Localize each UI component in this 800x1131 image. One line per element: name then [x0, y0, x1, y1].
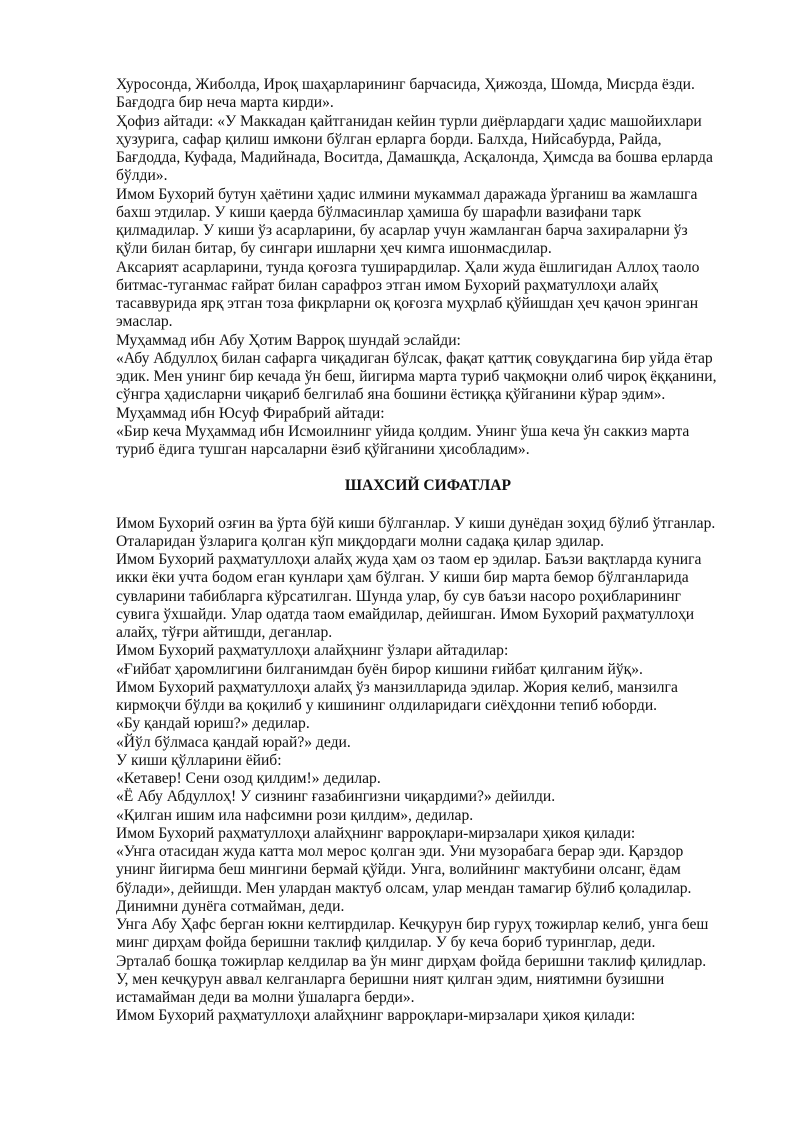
text-line: «Ё Абу Абдуллоҳ! У сизнинг ғазабингизни чиқардими?» дейилди. — [116, 788, 556, 806]
paragraph — [116, 770, 740, 788]
text-line: тасаввурида ярқ этган тоза фикрларни оқ қоғозга муҳрлаб қўйишдан ҳеч қачон эринган — [116, 295, 699, 312]
text-line: Бағдодга бир неча марта кирди». — [116, 94, 334, 112]
text-line: «Йўл бўлмаса қандай юрай?» деди. — [116, 733, 351, 751]
text-line: эдик. Мен унинг бир кечада ўн беш, йигирма марта туриб чақмоқни олиб чироқ ёққанини, — [116, 368, 717, 385]
text-line: минг дирҳам фойда беришни таклиф қилдилар. У бу кеча бориб туринглар, деди. — [116, 934, 656, 952]
text-line: битмас-туганмас ғайрат билан сарафроз этган имом Бухорий раҳматуллоҳи алайҳ — [116, 276, 658, 294]
text-line: ҳузурига, сафар қилиш имкони бўлган ерларга борди. Балхда, Нийсабурда, Райда, — [116, 130, 662, 148]
text-line: «Унга отасидан жуда катта мол мерос қолган эди. Уни музорабага берар эди. Қарздор — [116, 843, 684, 860]
text-line: Муҳаммад ибн Абу Ҳотим Варроқ шундай эслайди: — [116, 331, 461, 349]
text-line: «Кетавер! Сени озод қилдим!» дедилар. — [116, 770, 381, 787]
text-line: сувларини табибларга кўрсатилган. Шунда улар, бу сув баъзи насоро роҳибларининг — [116, 587, 681, 605]
text-line: Бағдодда, Куфада, Мадийнада, Воситда, Дамашқда, Асқалонда, Ҳимсда ва бошва ерларда — [116, 149, 713, 166]
text-line: Имом Бухорий бутун ҳаётини ҳадис илмини мукаммал даражада ўрганиш ва жамлашга — [116, 185, 698, 203]
text-line: қилмадилар. У киши ўз асарларини, бу асарлар учун жамланган барча захираларни ўз — [116, 222, 688, 239]
paragraph — [116, 332, 740, 350]
text-line: туриб ёдига тушган нарсаларни ёзиб қўйганини ҳисобладим». — [116, 441, 530, 458]
text-line: бўлади», дейишди. Мен улардан мактуб олсам, улар мендан тамагир бўлиб қоладилар. — [116, 879, 692, 897]
paragraph — [116, 807, 740, 825]
text-line: истамайман деди ва молни ўшаларга берди». — [116, 989, 415, 1006]
paragraph — [116, 715, 740, 733]
text-line: Имом Бухорий озғин ва ўрта бўй киши бўлганлар. У киши дунёдан зоҳид бўлиб ўтганлар. — [116, 514, 716, 532]
paragraph — [116, 551, 740, 642]
text-line: Хуросонда, Жиболда, Ироқ шаҳарларининг барчасида, Ҳижозда, Шомда, Мисрда ёзди. — [116, 76, 695, 93]
text-line: «Ғийбат ҳаромлигини билганимдан буён бирор кишини ғийбат қилганим йўқ». — [116, 660, 643, 678]
text-line: «Бу қандай юриш?» дедилар. — [116, 715, 310, 733]
paragraph — [116, 186, 740, 259]
section-hadith-travels — [116, 76, 740, 459]
text-line: кирмоқчи бўлди ва қоқилиб у кишининг олдиларидаги сиёҳдонни тепиб юборди. — [116, 697, 658, 714]
text-line: унинг йигирма беш мингини бермай қўйди. Унга, волийнинг мактубини олсанг, ёдам — [116, 861, 681, 879]
text-line: икки ёки учта бодом еган кунлари ҳам бўлган. У киши бир марта бемор бўлганларида — [116, 569, 689, 587]
section-heading: ШАХСИЙ СИФАТЛАР — [344, 477, 512, 495]
text-line: Оталаридан ўзларига қолган кўп миқдордаги молни садақа қилар эдилар. — [116, 532, 605, 550]
text-line: «Абу Абдуллоҳ билан сафарга чиқадиган бўлсак, фақат қаттиқ совуқдагина бир уйда ётар — [116, 349, 713, 367]
paragraph — [116, 113, 740, 186]
paragraph — [116, 825, 740, 843]
paragraph — [116, 515, 740, 552]
text-line: У киши қўлларини ёйиб: — [116, 751, 282, 769]
text-line: сўнгра ҳадисларни чиқариб белгилаб яна бошини ёстиққа қўйганини кўрар эдим». — [116, 386, 666, 404]
text-line: Аксарият асарларини, тунда қоғозга туширардилар. Ҳали жуда ёшлигидан Аллоҳ таоло — [116, 258, 700, 276]
text-line: Имом Бухорий раҳматуллоҳи алайҳ ўз манзилларида эдилар. Жория келиб, манзилга — [116, 678, 678, 696]
paragraph — [116, 843, 740, 916]
section-personal-qualities — [116, 515, 740, 1026]
text-line: бахш этдилар. У киши қаерда бўлмасинлар ҳамиша бу шарафли вазифани тарк — [116, 203, 642, 221]
paragraph — [116, 259, 740, 332]
paragraph — [116, 1007, 740, 1025]
text-line: Муҳаммад ибн Юсуф Фирабрий айтади: — [116, 404, 385, 422]
text-line: Имом Бухорий раҳматуллоҳи алайҳнинг варроқлари-мирзалари ҳикоя қилади: — [116, 1007, 636, 1025]
text-line: У, мен кечқурун аввал келганларга беришни ният қилган эдим, ниятимни бузишни — [116, 970, 665, 988]
paragraph — [116, 642, 740, 660]
text-line: Унга Абу Ҳафс берган юкни келтирдилар. Кечқурун бир гуруҳ тожирлар келиб, унга беш — [116, 916, 709, 933]
text-line: бўлди». — [116, 167, 168, 185]
text-line: Динимни дунёга сотмайман, деди. — [116, 897, 345, 915]
text-line: Ҳофиз айтади: «У Маккадан қайтганидан кейин турли диёрлардаги ҳадис машойихлари — [116, 112, 702, 130]
text-line: эмаслар. — [116, 313, 173, 331]
text-line: алайҳ, тўғри айтишди, деганлар. — [116, 624, 333, 641]
paragraph — [116, 76, 740, 113]
paragraph — [116, 788, 740, 806]
text-line: қўли билан битар, бу сингари ишларни ҳеч кимга ишонмасдилар. — [116, 240, 552, 258]
text-line: Имом Бухорий раҳматуллоҳи алайҳ жуда ҳам оз таом ер эдилар. Баъзи вақтларда кунига — [116, 551, 702, 568]
paragraph — [116, 350, 740, 405]
text-line: «Бир кеча Муҳаммад ибн Исмоилнинг уйида қолдим. Унинг ўша кеча ўн саккиз марта — [116, 422, 690, 440]
paragraph — [116, 679, 740, 716]
paragraph — [116, 916, 740, 1007]
text-line: сувига ўхшайди. Улар одатда таом емайдилар, дейишган. Имом Бухорий раҳматуллоҳи — [116, 605, 695, 623]
text-line: Имом Бухорий раҳматуллоҳи алайҳнинг ўзлари айтадилар: — [116, 642, 509, 660]
paragraph — [116, 405, 740, 423]
paragraph — [116, 734, 740, 752]
text-line: Эрталаб бошқа тожирлар келдилар ва ўн минг дирҳам фойда беришни таклиф қилидлар. — [116, 952, 707, 970]
text-line: Имом Бухорий раҳматуллоҳи алайҳнинг варроқлари-мирзалари ҳикоя қилади: — [116, 824, 636, 842]
paragraph — [116, 423, 740, 460]
text-line: «Қилган ишим ила нафсимни рози қилдим», дедилар. — [116, 806, 474, 824]
paragraph — [116, 752, 740, 770]
paragraph — [116, 661, 740, 679]
